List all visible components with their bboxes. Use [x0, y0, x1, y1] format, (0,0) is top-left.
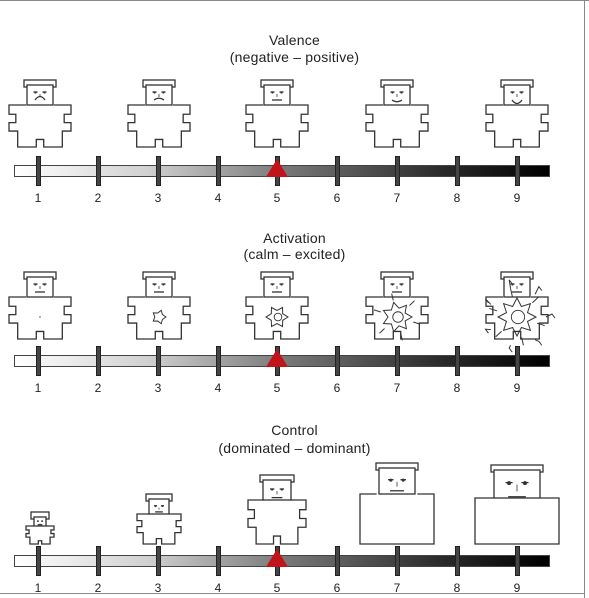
valence-tick-label-9: 9 — [513, 191, 521, 205]
valence-tick-label-7: 7 — [393, 191, 401, 205]
control-tick-6[interactable] — [335, 546, 340, 576]
control-figure-9 — [462, 462, 572, 552]
valence-tick-label-6: 6 — [333, 191, 341, 205]
valence-tick-label-1: 1 — [34, 191, 42, 205]
control-figure-5 — [222, 462, 332, 552]
control-tick-label-1: 1 — [34, 581, 42, 595]
control-tick-label-6: 6 — [333, 581, 341, 595]
valence-figure-5 — [222, 78, 332, 168]
control-title: Control — [271, 422, 318, 438]
control-figure-1 — [0, 462, 95, 552]
valence-tick-2[interactable] — [96, 156, 101, 186]
activation-tick-7[interactable] — [395, 346, 400, 376]
control-tick-label-3: 3 — [154, 581, 162, 595]
valence-figure-3 — [104, 78, 214, 168]
control-slider[interactable] — [14, 555, 550, 595]
control-tick-label-4: 4 — [214, 581, 222, 595]
activation-tick-label-9: 9 — [513, 381, 521, 395]
control-tick-9[interactable] — [515, 546, 520, 576]
valence-figure-9 — [462, 78, 572, 168]
activation-subtitle: (calm – excited) — [243, 246, 346, 262]
valence-title: Valence — [269, 32, 320, 48]
activation-tick-6[interactable] — [335, 346, 340, 376]
control-tick-3[interactable] — [156, 546, 161, 576]
valence-tick-6[interactable] — [335, 156, 340, 186]
frame-right-border — [584, 0, 585, 598]
control-tick-7[interactable] — [395, 546, 400, 576]
valence-tick-1[interactable] — [36, 156, 41, 186]
valence-figure-7 — [342, 78, 452, 168]
control-tick-label-2: 2 — [94, 581, 102, 595]
valence-tick-4[interactable] — [216, 156, 221, 186]
valence-subtitle: (negative – positive) — [229, 49, 360, 65]
activation-tick-label-4: 4 — [214, 381, 222, 395]
valence-figure-1 — [0, 78, 95, 168]
valence-tick-label-5: 5 — [273, 191, 281, 205]
activation-tick-2[interactable] — [96, 346, 101, 376]
activation-tick-label-2: 2 — [94, 381, 102, 395]
activation-title: Activation — [263, 230, 326, 246]
activation-tick-3[interactable] — [156, 346, 161, 376]
control-tick-2[interactable] — [96, 546, 101, 576]
valence-tick-label-3: 3 — [154, 191, 162, 205]
valence-tick-9[interactable] — [515, 156, 520, 186]
activation-figure-1 — [0, 270, 95, 360]
control-selected-marker[interactable] — [266, 549, 288, 567]
valence-slider[interactable] — [14, 165, 550, 205]
activation-selected-marker[interactable] — [266, 349, 288, 367]
control-tick-label-7: 7 — [393, 581, 401, 595]
control-tick-label-9: 9 — [513, 581, 521, 595]
control-subtitle: (dominated – dominant) — [218, 440, 371, 456]
activation-tick-label-3: 3 — [154, 381, 162, 395]
activation-tick-4[interactable] — [216, 346, 221, 376]
activation-slider[interactable] — [14, 355, 550, 395]
control-tick-label-5: 5 — [273, 581, 281, 595]
activation-tick-label-1: 1 — [34, 381, 42, 395]
valence-tick-label-2: 2 — [94, 191, 102, 205]
valence-tick-label-8: 8 — [453, 191, 461, 205]
activation-tick-label-7: 7 — [393, 381, 401, 395]
activation-tick-1[interactable] — [36, 346, 41, 376]
activation-tick-label-5: 5 — [273, 381, 281, 395]
activation-tick-label-8: 8 — [453, 381, 461, 395]
control-tick-label-8: 8 — [453, 581, 461, 595]
frame-top-border — [0, 0, 589, 1]
valence-selected-marker[interactable] — [266, 159, 288, 177]
control-tick-4[interactable] — [216, 546, 221, 576]
valence-tick-label-4: 4 — [214, 191, 222, 205]
activation-tick-9[interactable] — [515, 346, 520, 376]
control-figure-3 — [104, 462, 214, 552]
valence-tick-3[interactable] — [156, 156, 161, 186]
control-tick-8[interactable] — [455, 546, 460, 576]
activation-tick-8[interactable] — [455, 346, 460, 376]
valence-tick-8[interactable] — [455, 156, 460, 186]
activation-tick-label-6: 6 — [333, 381, 341, 395]
control-tick-1[interactable] — [36, 546, 41, 576]
control-figure-7 — [342, 462, 452, 552]
valence-tick-7[interactable] — [395, 156, 400, 186]
